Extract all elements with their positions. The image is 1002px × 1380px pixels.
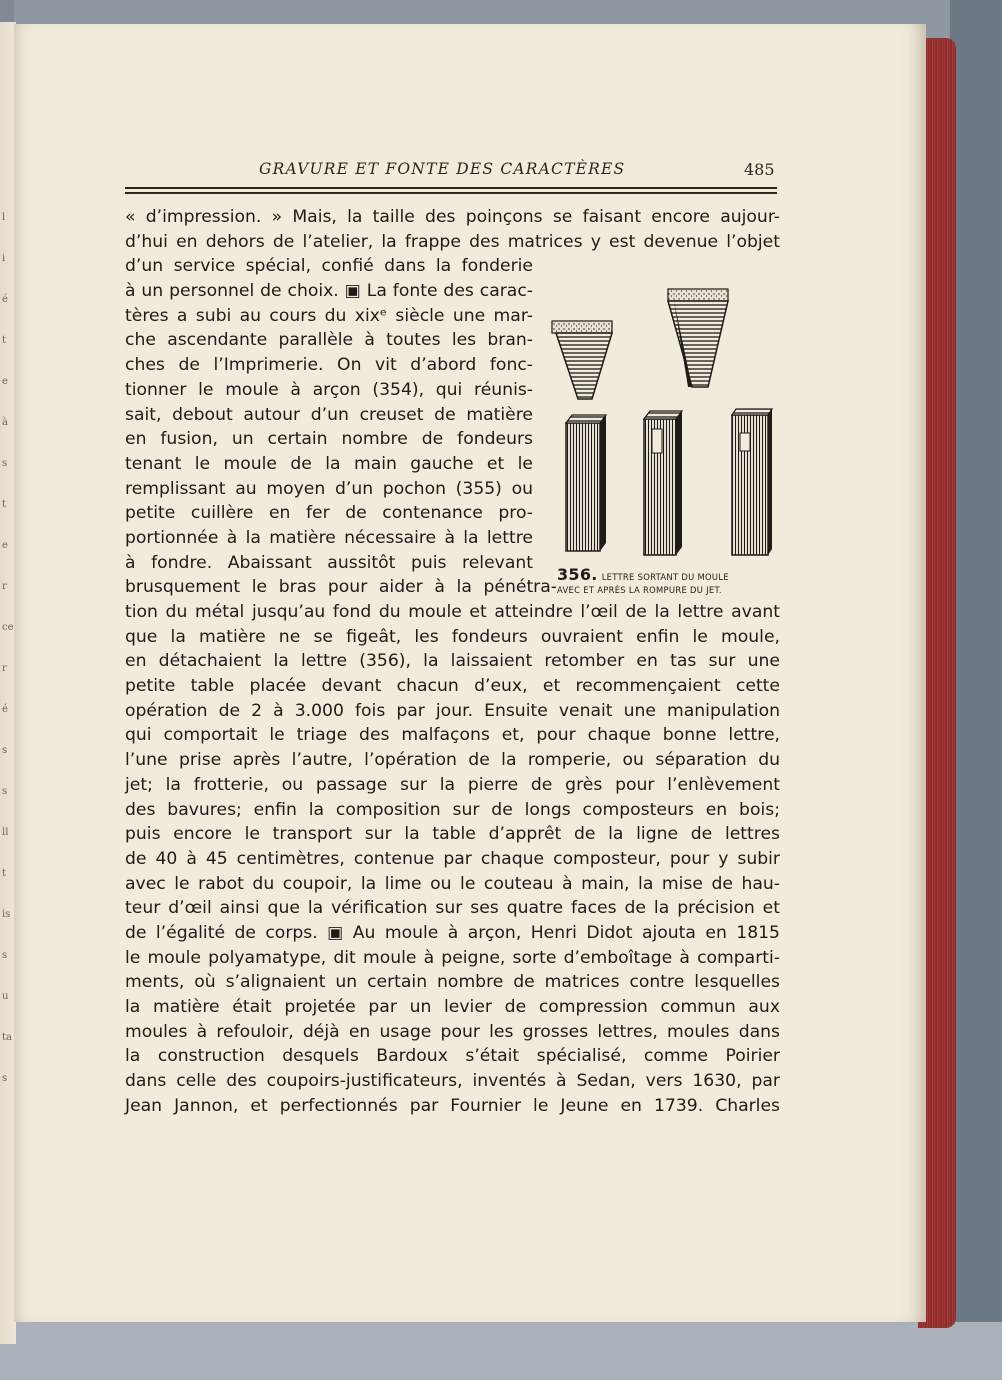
text-line: l’une prise après l’autre, l’opération de la romperie, ou séparation du bbox=[125, 750, 780, 771]
text-line: le moule polyamatype, dit moule à peigne, sorte d’emboîtage à comparti- bbox=[125, 947, 780, 968]
running-head: GRAVURE ET FONTE DES CARACTÈRES bbox=[259, 160, 626, 178]
book-board-right bbox=[950, 0, 1002, 1380]
text-line: qui comportait le triage des malfaçons et, pour chaque bonne lettre, bbox=[125, 725, 780, 746]
jet-piece-right bbox=[668, 289, 728, 387]
previous-page-fragment: s bbox=[2, 786, 8, 797]
book-board-bottom bbox=[0, 1322, 1002, 1380]
text-line: dans celle des coupoirs-justificateurs, inventés à Sedan, vers 1630, par bbox=[125, 1071, 780, 1092]
previous-page-fragment: s bbox=[2, 458, 8, 469]
caption-line-2: AVEC ET APRÈS LA ROMPURE DU JET. bbox=[557, 585, 722, 595]
previous-page-fragment: t bbox=[2, 499, 7, 510]
text-line: teur d’œil ainsi que la vérification sur ses quatre faces de la précision et bbox=[125, 898, 780, 919]
text-line: moules à refouloir, déjà en usage pour les grosses lettres, moules dans bbox=[125, 1021, 780, 1042]
previous-page-fragment: s bbox=[2, 1073, 8, 1084]
previous-page-fragment: s bbox=[2, 950, 8, 961]
previous-page-fragment: ll bbox=[2, 827, 9, 838]
previous-page-fragment: é bbox=[2, 294, 8, 305]
text-line: « d’impression. » Mais, la taille des poinçons se faisant encore aujour- bbox=[125, 207, 780, 227]
text-line: tionner le moule à arçon (354), qui réunis- bbox=[125, 379, 533, 400]
text-line: brusquement le bras pour aider à la pénétra- bbox=[125, 577, 557, 598]
text-line: d’hui en dehors de l’atelier, la frappe des matrices y est devenue l’objet bbox=[125, 231, 780, 252]
text-line: che ascendante parallèle à toutes les bran- bbox=[125, 330, 533, 351]
page-number: 485 bbox=[744, 160, 775, 179]
previous-page-fragment: l bbox=[2, 212, 6, 223]
header-rule-top bbox=[125, 187, 777, 189]
text-line: jet; la frotterie, ou passage sur la pierre de grès pour l’enlèvement bbox=[125, 774, 780, 795]
previous-page-fragment: e bbox=[2, 376, 8, 387]
text-line: tion du métal jusqu’au fond du moule et atteindre l’œil de la lettre avant bbox=[125, 602, 780, 622]
text-line: en fusion, un certain nombre de fondeurs bbox=[125, 429, 533, 450]
previous-page-fragment: t bbox=[2, 335, 7, 346]
previous-page-fragment: r bbox=[2, 663, 7, 674]
text-line: tères a subi au cours du xixᵉ siècle une mar- bbox=[125, 305, 533, 326]
jet-piece-left bbox=[552, 321, 612, 399]
text-line: tenant le moule de la main gauche et le bbox=[125, 453, 533, 474]
text-line: à un personnel de choix. ▣ La fonte des carac- bbox=[125, 281, 533, 302]
text-line: ches de l’Imprimerie. On vit d’abord fonc- bbox=[125, 355, 533, 376]
type-sort-finished bbox=[732, 409, 772, 555]
text-line: que la matière ne se figeât, les fondeurs ouvraient enfin le moule, bbox=[125, 626, 780, 647]
text-line: Jean Jannon, et perfectionnés par Fournier le Jeune en 1739. Charles bbox=[125, 1095, 780, 1116]
text-line: opération de 2 à 3.000 fois par jour. Ensuite venait une manipulation bbox=[125, 700, 780, 721]
text-line: à fondre. Abaissant aussitôt puis relevant bbox=[125, 552, 533, 573]
text-line: la matière était projetée par un levier de compression commun aux bbox=[125, 997, 780, 1017]
text-line: sait, debout autour d’un creuset de matière bbox=[125, 404, 533, 425]
text-line: petite cuillère en fer de contenance pro- bbox=[125, 503, 533, 524]
type-sort-after-break bbox=[644, 411, 682, 555]
previous-page-fragment: s bbox=[2, 745, 8, 756]
text-line: petite table placée devant chacun d’eux, et recommençaient cette bbox=[125, 676, 780, 697]
text-line: la construction desquels Bardoux s’était spécialisé, comme Poirier bbox=[125, 1046, 780, 1067]
text-line: des bavures; enfin la composition sur de longs composteurs en bois; bbox=[125, 799, 780, 820]
figure-number: 356. bbox=[557, 565, 598, 584]
header-rule-bottom bbox=[125, 192, 777, 194]
previous-page-fragment: t bbox=[2, 868, 7, 879]
text-line: ments, où s’alignaient un certain nombre de matrices contre lesquelles bbox=[125, 972, 780, 993]
text-line: remplissant au moyen d’un pochon (355) ou bbox=[125, 478, 533, 499]
type-sorts-illustration bbox=[548, 283, 786, 568]
text-line: de l’égalité de corps. ▣ Au moule à arçon, Henri Didot ajouta en 1815 bbox=[125, 922, 780, 943]
text-line: d’un service spécial, confié dans la fonderie bbox=[125, 256, 533, 277]
text-line: portionnée à la matière nécessaire à la lettre bbox=[125, 527, 533, 548]
previous-page-fragment: ta bbox=[2, 1032, 12, 1043]
text-line: de 40 à 45 centimètres, contenue par chaque composteur, pour y subir bbox=[125, 848, 780, 869]
previous-page-fragment: à bbox=[2, 417, 8, 428]
text-line: puis encore le transport sur la table d’apprêt de la ligne de lettres bbox=[125, 824, 780, 845]
previous-page-fragment: é bbox=[2, 704, 8, 715]
previous-page-fragment: e bbox=[2, 540, 8, 551]
previous-page-fragment: u bbox=[2, 991, 9, 1002]
previous-page-fragment: is bbox=[2, 909, 11, 920]
caption-line-1: LETTRE SORTANT DU MOULE bbox=[601, 572, 729, 582]
text-line: en détachaient la lettre (356), la laissaient retomber en tas sur une bbox=[125, 651, 780, 672]
previous-page-fragment: ce bbox=[2, 622, 14, 633]
type-sort-with-jet bbox=[566, 415, 606, 551]
previous-page-fragment: r bbox=[2, 581, 7, 592]
figure-caption bbox=[557, 565, 787, 595]
text-line: avec le rabot du coupoir, la lime ou le couteau à main, la mise de hau- bbox=[125, 873, 780, 894]
previous-page-fragment: i bbox=[2, 253, 6, 264]
